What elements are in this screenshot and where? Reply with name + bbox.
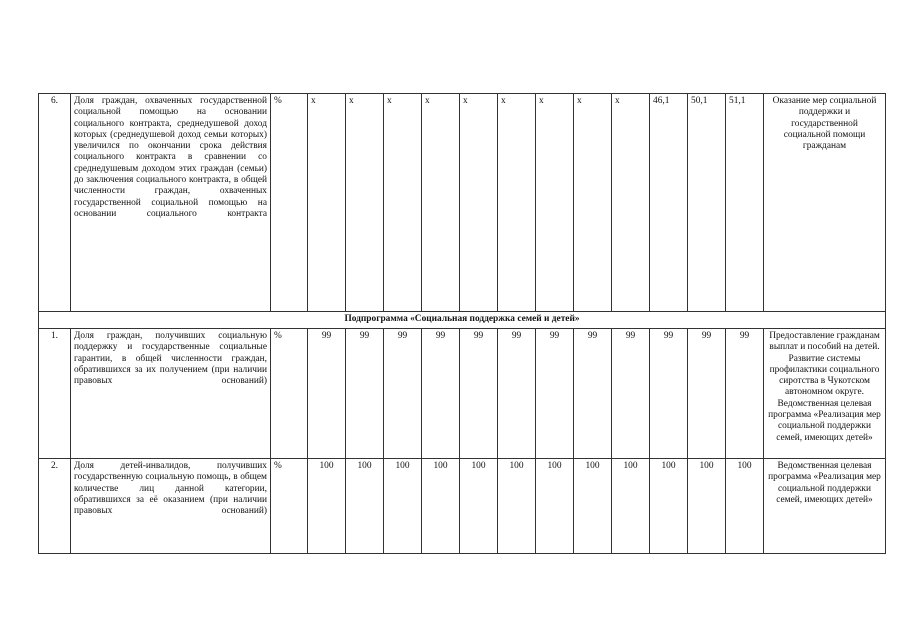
value-cell: 99: [384, 329, 422, 459]
indicators-table: [38, 93, 886, 554]
value-cell: 46,1: [650, 94, 688, 312]
value-cell: 99: [688, 329, 726, 459]
value-cell: 100: [346, 459, 384, 554]
value-cell: х: [612, 94, 650, 312]
value-cell: 99: [498, 329, 536, 459]
row-number: 1.: [39, 329, 71, 459]
note-cell: Ведомственная целевая программа «Реализация мер социальной поддержки семей, имеющих детей»: [764, 459, 886, 554]
note-cell: Предоставление гражданам выплат и пособий на детей. Развитие системы профилактики социального сиротства в Чукотском автономном округе. Ведомственная целевая программа «Реализация мер социальной поддержки семей, имеющих детей»: [764, 329, 886, 459]
value-cell: х: [346, 94, 384, 312]
value-cell: х: [536, 94, 574, 312]
value-cell: 100: [612, 459, 650, 554]
value-cell: 99: [422, 329, 460, 459]
row-number: 6.: [39, 94, 71, 312]
indicator-text: Доля граждан, получивших социальную поддержку и государственные социальные гарантии, в общей численности граждан, обратившихся за их получением (при наличии правовых оснований): [71, 329, 271, 459]
indicator-text: Доля детей-инвалидов, получивших государственную социальную помощь, в общем количестве лиц данной категории, обратившихся за её оказанием (при наличии правовых оснований): [71, 459, 271, 554]
value-cell: 99: [536, 329, 574, 459]
value-cell: х: [574, 94, 612, 312]
value-cell: 99: [612, 329, 650, 459]
value-cell: х: [384, 94, 422, 312]
table-row: [39, 329, 886, 459]
value-cell: 100: [422, 459, 460, 554]
value-cell: х: [460, 94, 498, 312]
note-cell: Оказание мер социальной поддержки и государственной социальной помощи гражданам: [764, 94, 886, 312]
unit-cell: %: [271, 94, 308, 312]
value-cell: 100: [650, 459, 688, 554]
unit-cell: %: [271, 329, 308, 459]
value-cell: 99: [460, 329, 498, 459]
value-cell: 99: [726, 329, 764, 459]
value-cell: 50,1: [688, 94, 726, 312]
indicator-text: Доля граждан, охваченных государственной социальной помощью на основании социального контракта, среднедушевой доход которых (среднедушевой доход семьи которых) увеличился по окончании срока действия социального контракта в сравнении со среднедушевым доходом этих граждан (семьи) до заключения социального контракта, в общей численности граждан, охваченных государственной социальной помощью на основании социального контракта: [71, 94, 271, 312]
value-cell: 100: [498, 459, 536, 554]
value-cell: 100: [688, 459, 726, 554]
value-cell: х: [308, 94, 346, 312]
row-number: 2.: [39, 459, 71, 554]
subprogram-title: Подпрограмма «Социальная поддержка семей и детей»: [39, 312, 886, 329]
value-cell: 51,1: [726, 94, 764, 312]
value-cell: 100: [536, 459, 574, 554]
value-cell: 99: [346, 329, 384, 459]
value-cell: 100: [384, 459, 422, 554]
table-row: [39, 459, 886, 554]
value-cell: х: [498, 94, 536, 312]
value-cell: 100: [308, 459, 346, 554]
value-cell: 99: [650, 329, 688, 459]
table-row: [39, 94, 886, 312]
value-cell: х: [422, 94, 460, 312]
value-cell: 100: [574, 459, 612, 554]
value-cell: 99: [574, 329, 612, 459]
unit-cell: %: [271, 459, 308, 554]
value-cell: 100: [460, 459, 498, 554]
subprogram-row: [39, 312, 886, 329]
value-cell: 99: [308, 329, 346, 459]
value-cell: 100: [726, 459, 764, 554]
